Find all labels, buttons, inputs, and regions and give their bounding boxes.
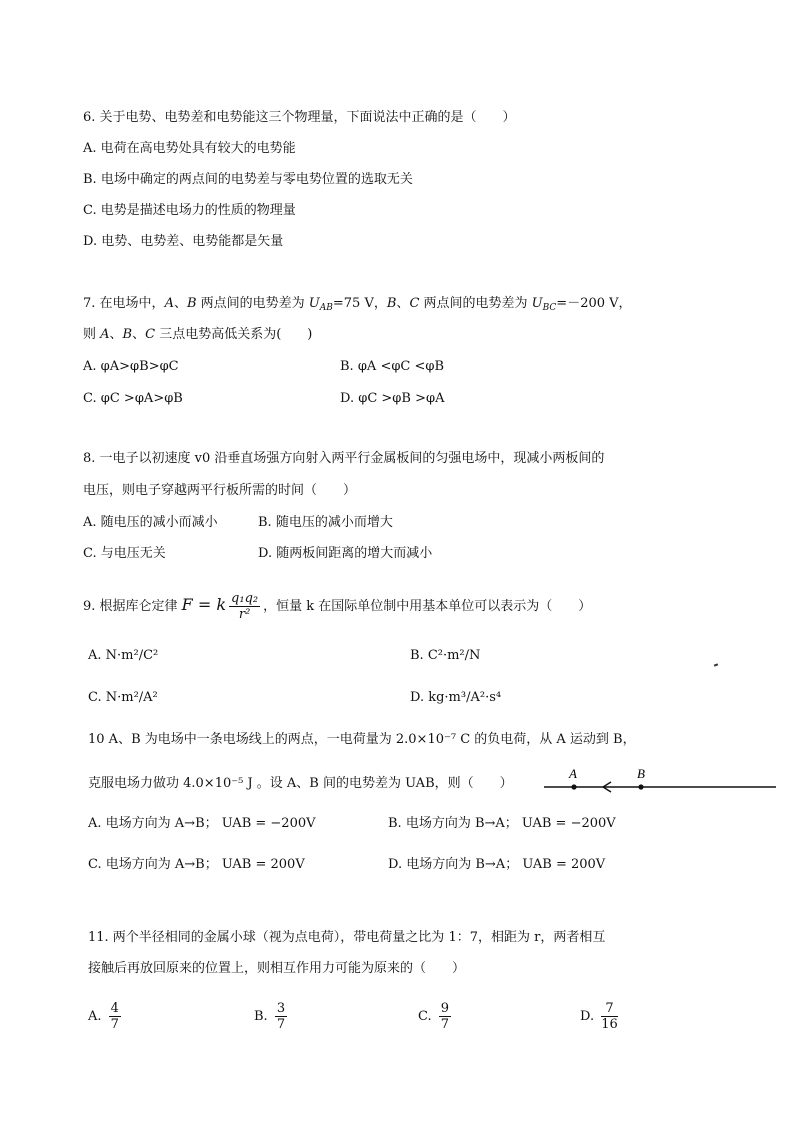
q7-u-symbol: U	[308, 296, 320, 311]
q9-fraction-denominator: r²	[238, 607, 251, 622]
q10-stem-line1: 10 A、B 为电场中一条电场线上的两点，一电荷量为 2.0×10⁻⁷ C 的负电荷，从 A 运动到 B，	[88, 732, 636, 747]
q11-option-b	[254, 1000, 290, 1034]
q6-stem: 6. 关于电势、电势差和电势能这三个物理量，下面说法中正确的是（ ）	[83, 110, 516, 125]
fraction-numerator: 9	[440, 1001, 450, 1016]
point-a-dot	[571, 784, 576, 789]
q7-text: 两点间的电势差为	[419, 296, 532, 311]
q7-sep: 、	[173, 296, 187, 311]
q9-formula-left: F = k	[181, 595, 227, 614]
fraction-numerator: 4	[110, 1001, 119, 1016]
q7-stem-line2	[83, 326, 312, 344]
fraction-denominator: 7	[110, 1017, 119, 1032]
q7-text: 则	[83, 327, 101, 342]
q8-option-d: D. 随两板间距离的增大而减小	[258, 546, 433, 561]
q7-sub-bc: BC	[542, 303, 557, 313]
point-b-dot	[638, 784, 643, 789]
q11-option-c-label: C.	[418, 1009, 432, 1024]
fraction-numerator: 3	[276, 1001, 286, 1016]
q10-option-c: C. 电场方向为 A→B； UAB = 200V	[88, 857, 305, 872]
q7-eq-ab: =75 V，	[332, 296, 387, 311]
q11-option-b-label: B.	[254, 1009, 268, 1024]
q7-point-c: C	[145, 327, 156, 342]
q8-option-b: B. 随电压的减小而增大	[258, 515, 393, 530]
q7-text: 在电场中，	[99, 296, 165, 311]
fraction-denominator: 7	[440, 1017, 450, 1032]
q11-option-b-fraction	[275, 1001, 287, 1032]
q11-option-c-fraction	[439, 1001, 451, 1032]
q7-sep: 、	[396, 296, 410, 311]
q7-option-a: A. φA>φB>φC	[83, 359, 179, 374]
q11-option-a-fraction	[109, 1001, 121, 1032]
q7-sub-ab: AB	[319, 303, 333, 313]
q8-option-a: A. 随电压的减小而减小	[83, 515, 218, 530]
q7-point-b: B	[186, 296, 197, 311]
q9-text: 9. 根据库仑定律	[83, 599, 182, 614]
q9-stem	[83, 590, 591, 622]
q8-stem-line2: 电压，则电子穿越两平行板所需的时间（ ）	[83, 483, 357, 498]
q11-stem-line1: 11. 两个半径相同的金属小球（视为点电荷），带电荷量之比为 1：7，相距为 r，两者相互	[88, 930, 606, 945]
q9-option-d: D. kg·m³/A²·s⁴	[410, 690, 502, 705]
fraction-numerator: 7	[601, 1001, 618, 1017]
q9-coulomb-fraction	[229, 591, 260, 622]
q7-text: 两点间的电势差为	[196, 296, 309, 311]
q7-point-c: C	[409, 296, 420, 311]
q8-stem-line1: 8. 一电子以初速度 v0 沿垂直场强方向射入两平行金属板间的匀强电场中，现减小两板间的	[83, 451, 605, 466]
q7-text: 三点电势高低关系为( )	[155, 327, 313, 342]
q8-option-c: C. 与电压无关	[83, 546, 166, 561]
field-line-diagram	[540, 766, 780, 796]
q7-option-d: D. φC >φB >φA	[340, 391, 445, 406]
q10-option-b: B. 电场方向为 B→A； UAB = −200V	[388, 816, 616, 831]
q7-point-b: B	[122, 327, 133, 342]
q7-point-a: A	[100, 327, 110, 342]
q6-option-d: D. 电势、电势差、电势能都是矢量	[83, 234, 284, 249]
q7-point-a: A	[164, 296, 174, 311]
q11-option-d	[580, 1000, 621, 1034]
q10-stem-line2: 克服电场力做功 4.0×10⁻⁵ J 。设 A、B 间的电势差为 UAB，则（ ）	[88, 776, 513, 791]
q9-option-c: C. N·m²/A²	[88, 690, 158, 705]
q7-option-c: C. φC >φA>φB	[83, 391, 183, 406]
q9-option-a: A. N·m²/C²	[88, 648, 159, 663]
q11-option-a-label: A.	[88, 1009, 102, 1024]
q11-option-a	[88, 1000, 124, 1034]
q10-option-a: A. 电场方向为 A→B； UAB = −200V	[88, 816, 316, 831]
q7-eq-bc: =－200 V，	[556, 296, 632, 311]
q7-point-b: B	[386, 296, 397, 311]
q7-number: 7.	[83, 296, 96, 311]
q11-option-c	[418, 1000, 454, 1034]
q6-option-b: B. 电场中确定的两点间的电势差与零电势位置的选取无关	[83, 172, 413, 187]
q11-option-d-fraction	[601, 1001, 618, 1032]
fraction-denominator: 7	[276, 1017, 286, 1032]
stray-mark	[714, 663, 718, 666]
q11-option-d-label: D.	[580, 1009, 595, 1024]
q9-fraction-numerator: q₁q₂	[231, 591, 259, 606]
q6-option-c: C. 电势是描述电场力的性质的物理量	[83, 203, 296, 218]
fraction-denominator: 16	[601, 1017, 618, 1032]
diagram-label-b: B	[637, 766, 645, 781]
q9-text: ，恒量 k 在国际单位制中用基本单位可以表示为（ ）	[263, 599, 592, 614]
q7-stem-line1	[83, 295, 632, 317]
q7-sep: 、	[109, 327, 123, 342]
q6-option-a: A. 电荷在高电势处具有较大的电势能	[83, 141, 296, 156]
diagram-label-a: A	[569, 766, 577, 781]
q10-option-d: D. 电场方向为 B→A； UAB = 200V	[388, 857, 606, 872]
q7-u-symbol: U	[531, 296, 543, 311]
q7-sep: 、	[132, 327, 146, 342]
q9-option-b: B. C²·m²/N	[410, 648, 481, 663]
q7-option-b: B. φA <φC <φB	[340, 359, 445, 374]
q11-stem-line2: 接触后再放回原来的位置上，则相互作用力可能为原来的（ ）	[88, 961, 466, 976]
